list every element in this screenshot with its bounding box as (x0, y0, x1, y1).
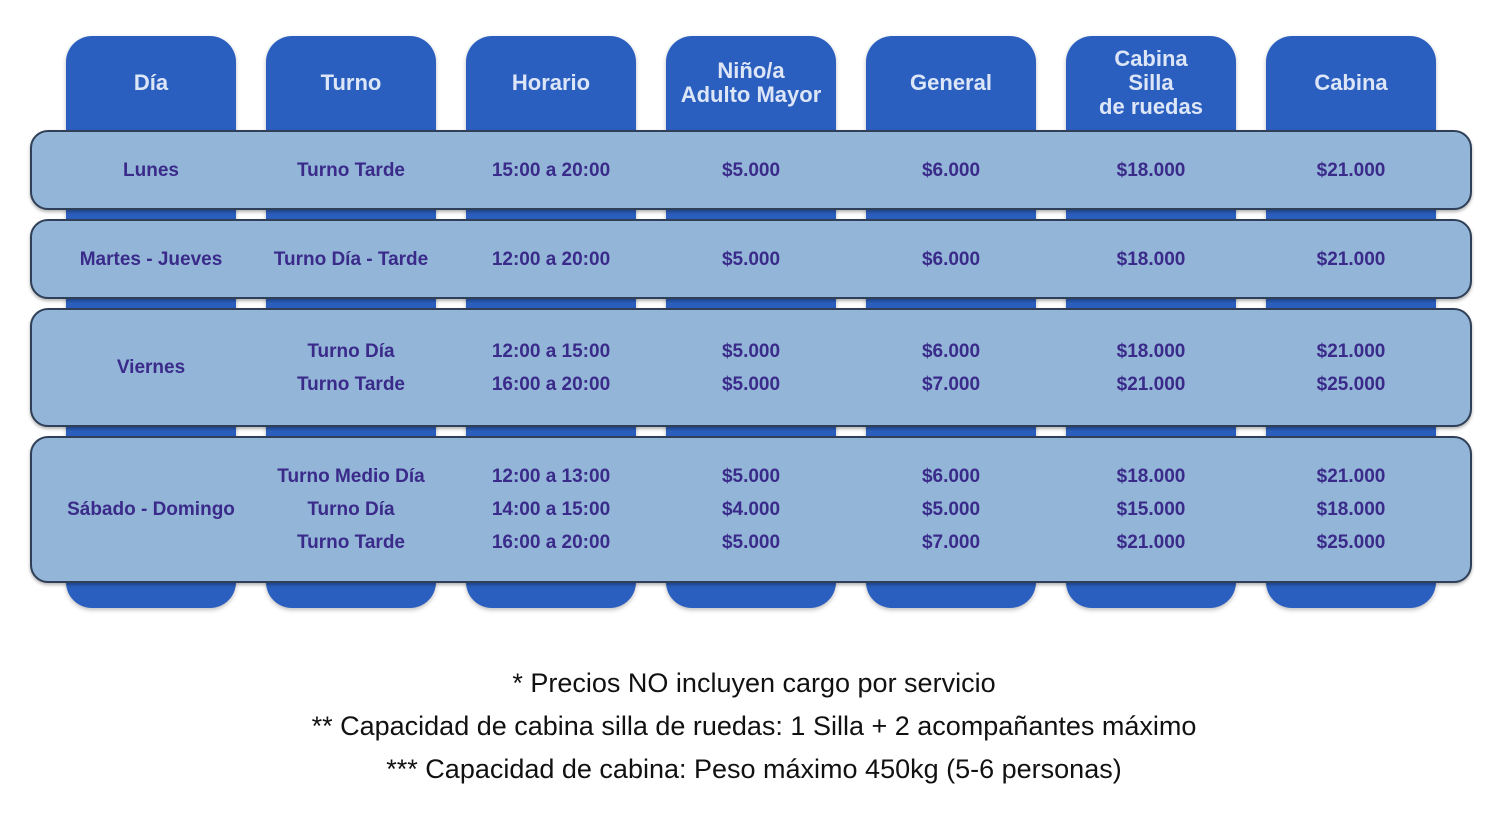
header-label: Día (133, 70, 169, 95)
cell-general-line: $6.000 (921, 340, 981, 362)
header-label: Horario (511, 70, 591, 95)
cell-general-line: $7.000 (921, 373, 981, 395)
cell-turno-line: Turno Tarde (296, 159, 406, 181)
header-horario (466, 36, 636, 130)
header-label: General (910, 70, 992, 95)
cell-horario (446, 436, 656, 583)
cell-dia-line: Martes - Jueves (79, 248, 223, 270)
cell-horario (446, 308, 656, 427)
footnotes (0, 662, 1508, 791)
cell-turno-line: Turno Día - Tarde (273, 248, 429, 270)
cell-dia-line: Lunes (123, 159, 179, 181)
cell-silla-line: $21.000 (1116, 532, 1186, 553)
note-service-charge: * Precios NO incluyen cargo por servicio (512, 668, 996, 698)
cell-cabina (1246, 308, 1456, 427)
cell-general-line: $7.000 (921, 532, 981, 553)
cell-horario-line: 15:00 a 20:00 (491, 159, 611, 181)
cell-dia (46, 219, 256, 299)
cell-silla-line: $18.000 (1116, 340, 1186, 362)
cell-turno-line: Turno Medio Día (277, 466, 425, 487)
cell-general-line: $6.000 (921, 466, 981, 487)
cell-nino-line: $5.000 (721, 159, 781, 181)
cell-turno-line: Turno Día (307, 340, 395, 362)
cell-cabina-line: $18.000 (1316, 499, 1386, 520)
cell-nino (646, 308, 856, 427)
cell-nino-line: $5.000 (721, 248, 781, 270)
cell-nino (646, 219, 856, 299)
cell-nino-line: $5.000 (721, 466, 781, 487)
header-general (866, 36, 1036, 130)
cell-silla-line: $18.000 (1116, 159, 1186, 181)
header-cabina (1266, 36, 1436, 130)
cell-general-line: $6.000 (921, 159, 981, 181)
cell-silla-line: $15.000 (1116, 499, 1186, 520)
cell-silla (1046, 130, 1256, 210)
header-label: Niño/a Adulto Mayor (680, 58, 822, 107)
cell-nino (646, 436, 856, 583)
header-turno (266, 36, 436, 130)
cell-turno-line: Turno Tarde (296, 532, 406, 553)
header-label: Cabina Silla de ruedas (1099, 46, 1203, 119)
cell-silla-line: $21.000 (1116, 373, 1186, 395)
note-wheelchair-capacity: ** Capacidad de cabina silla de ruedas: 1 Silla + 2 acompañantes máximo (311, 711, 1197, 741)
cell-cabina (1246, 130, 1456, 210)
cell-horario-line: 12:00 a 20:00 (491, 248, 611, 270)
cell-cabina (1246, 219, 1456, 299)
cell-nino-line: $5.000 (721, 373, 781, 395)
cell-horario-line: 16:00 a 20:00 (491, 373, 611, 395)
header-label: Cabina (1314, 70, 1388, 95)
header-cabina-silla-ruedas (1066, 36, 1236, 130)
cell-silla (1046, 308, 1256, 427)
cell-nino (646, 130, 856, 210)
cell-general-line: $5.000 (921, 499, 981, 520)
cell-general (846, 130, 1056, 210)
header-label: Turno (320, 70, 382, 95)
cell-turno (246, 219, 456, 299)
cell-turno-line: Turno Tarde (296, 373, 406, 395)
header-nino-adulto-mayor (666, 36, 836, 130)
cell-cabina-line: $21.000 (1316, 340, 1386, 362)
cell-silla (1046, 219, 1256, 299)
cell-turno (246, 436, 456, 583)
cell-silla-line: $18.000 (1116, 248, 1186, 270)
cell-cabina-line: $21.000 (1316, 248, 1386, 270)
cell-cabina-line: $25.000 (1316, 532, 1386, 553)
cell-general (846, 436, 1056, 583)
cell-horario (446, 219, 656, 299)
cell-nino-line: $5.000 (721, 532, 781, 553)
cell-horario-line: 12:00 a 13:00 (491, 466, 611, 487)
cell-general-line: $6.000 (921, 248, 981, 270)
cell-turno-line: Turno Día (307, 499, 395, 520)
cell-silla-line: $18.000 (1116, 466, 1186, 487)
cell-nino-line: $5.000 (721, 340, 781, 362)
cell-cabina-line: $21.000 (1316, 466, 1386, 487)
cell-horario-line: 16:00 a 20:00 (491, 532, 611, 553)
cell-dia (46, 436, 256, 583)
cell-horario (446, 130, 656, 210)
cell-cabina (1246, 436, 1456, 583)
note-cabin-capacity: *** Capacidad de cabina: Peso máximo 450kg (5-6 personas) (386, 754, 1122, 784)
cell-cabina-line: $21.000 (1316, 159, 1386, 181)
cell-general (846, 308, 1056, 427)
header-dia (66, 36, 236, 130)
cell-nino-line: $4.000 (721, 499, 781, 520)
cell-general (846, 219, 1056, 299)
cell-turno (246, 130, 456, 210)
cell-dia-line: Sábado - Domingo (67, 499, 235, 520)
cell-dia (46, 308, 256, 427)
cell-dia-line: Viernes (116, 357, 186, 378)
cell-horario-line: 14:00 a 15:00 (491, 499, 611, 520)
cell-dia (46, 130, 256, 210)
cell-turno (246, 308, 456, 427)
cell-silla (1046, 436, 1256, 583)
cell-cabina-line: $25.000 (1316, 373, 1386, 395)
cell-horario-line: 12:00 a 15:00 (491, 340, 611, 362)
